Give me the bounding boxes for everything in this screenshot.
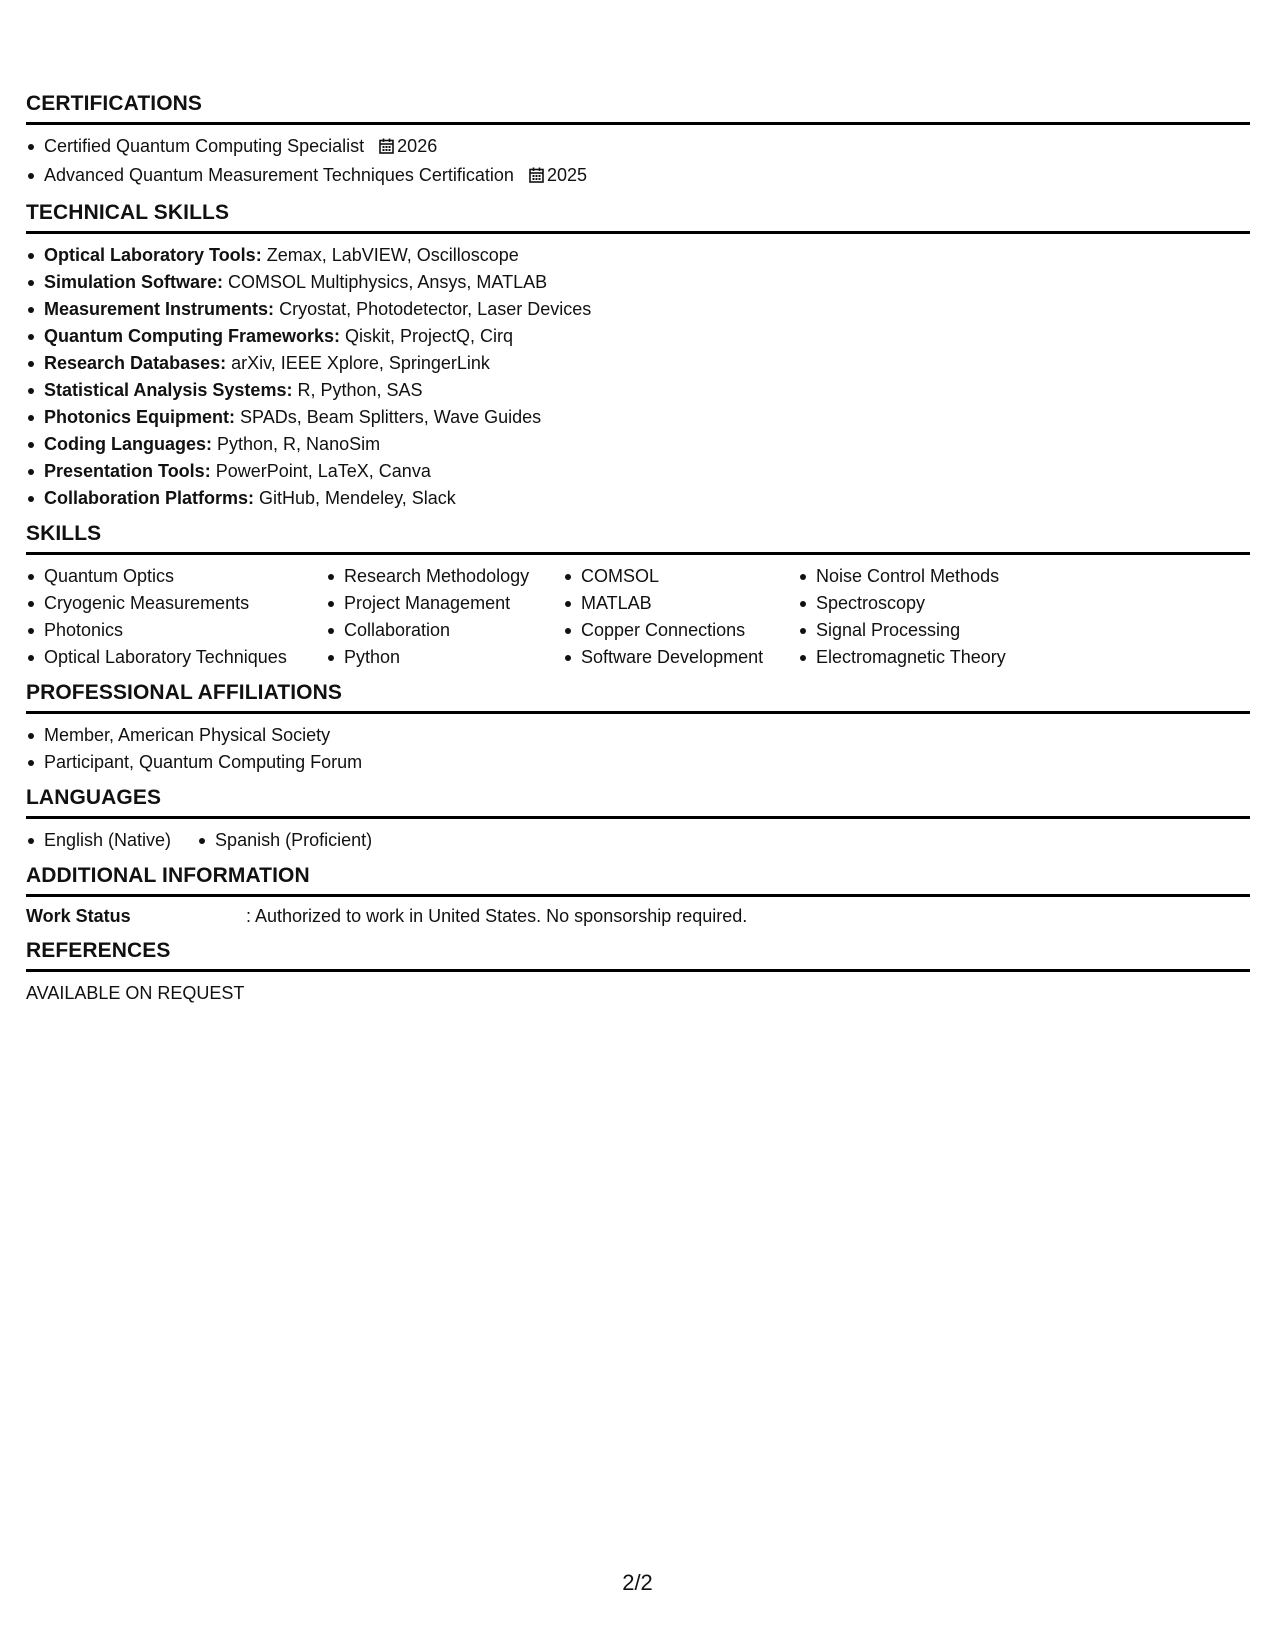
certification-item: [26, 162, 1250, 191]
technical-skill-item: [26, 458, 1250, 485]
skill-item: Signal Processing: [798, 617, 1048, 644]
languages-list: [26, 827, 1250, 854]
certification-item: [26, 133, 1250, 162]
references-section: [26, 939, 1250, 1006]
certification-name: Certified Quantum Computing Specialist: [44, 136, 365, 156]
technical-skill-item: [26, 296, 1250, 323]
technical-skills-list: [26, 242, 1250, 512]
skill-tools: GitHub, Mendeley, Slack: [259, 488, 456, 508]
page-number: 2/2: [622, 1570, 653, 1595]
technical-skill-item: [26, 404, 1250, 431]
references-text: AVAILABLE ON REQUEST: [26, 983, 245, 1003]
technical-skill-item: [26, 242, 1250, 269]
skills-column-4: [798, 563, 1048, 671]
skill-tools: COMSOL Multiphysics, Ansys, MATLAB: [228, 272, 548, 292]
technical-skills-section: [26, 201, 1250, 512]
technical-skill-item: [26, 350, 1250, 377]
technical-skill-item: [26, 485, 1250, 512]
skill-item: Software Development: [563, 644, 798, 671]
skill-tools: PowerPoint, LaTeX, Canva: [215, 461, 431, 481]
skill-item: Research Methodology: [326, 563, 563, 590]
skill-item: Noise Control Methods: [798, 563, 1048, 590]
technical-skill-item: [26, 269, 1250, 296]
affiliations-list: [26, 722, 1250, 776]
skill-category: Optical Laboratory Tools:: [44, 245, 262, 265]
certification-name: Advanced Quantum Measurement Techniques Certification: [44, 165, 514, 185]
additional-info-section: [26, 864, 1250, 929]
skill-item: Quantum Optics: [26, 563, 326, 590]
section-title-references: REFERENCES: [26, 939, 1250, 972]
certifications-list: [26, 133, 1250, 191]
section-title-additional-info: ADDITIONAL INFORMATION: [26, 864, 1250, 897]
skill-item: Python: [326, 644, 563, 671]
work-status-row: [26, 903, 1250, 929]
skill-tools: Qiskit, ProjectQ, Cirq: [345, 326, 514, 346]
technical-skill-item: [26, 431, 1250, 458]
skill-category: Collaboration Platforms:: [44, 488, 255, 508]
skill-category: Presentation Tools:: [44, 461, 211, 481]
skill-category: Statistical Analysis Systems:: [44, 380, 293, 400]
skill-tools: Python, R, NanoSim: [217, 434, 381, 454]
skill-tools: arXiv, IEEE Xplore, SpringerLink: [231, 353, 490, 373]
skill-category: Coding Languages:: [44, 434, 212, 454]
section-title-affiliations: PROFESSIONAL AFFILIATIONS: [26, 681, 1250, 714]
skill-item: COMSOL: [563, 563, 798, 590]
skill-item: MATLAB: [563, 590, 798, 617]
resume-page: [26, 92, 1250, 1016]
skill-tools: R, Python, SAS: [297, 380, 423, 400]
language-item: Spanish (Proficient): [197, 827, 372, 854]
skill-item: Spectroscopy: [798, 590, 1048, 617]
skills-column-2: [326, 563, 563, 671]
skill-tools: Zemax, LabVIEW, Oscilloscope: [266, 245, 519, 265]
section-title-technical-skills: TECHNICAL SKILLS: [26, 201, 1250, 234]
skill-item: Cryogenic Measurements: [26, 590, 326, 617]
skill-item: Optical Laboratory Techniques: [26, 644, 326, 671]
section-title-certifications: CERTIFICATIONS: [26, 92, 1250, 125]
calendar-icon: [529, 164, 544, 191]
affiliation-item: Participant, Quantum Computing Forum: [26, 749, 1250, 776]
skill-category: Simulation Software:: [44, 272, 224, 292]
language-item: English (Native): [26, 827, 171, 854]
skill-item: Project Management: [326, 590, 563, 617]
certification-year: 2025: [546, 165, 587, 185]
skill-category: Research Databases:: [44, 353, 227, 373]
skill-tools: SPADs, Beam Splitters, Wave Guides: [240, 407, 542, 427]
languages-section: [26, 786, 1250, 854]
section-title-skills: SKILLS: [26, 522, 1250, 555]
certifications-section: [26, 92, 1250, 191]
technical-skill-item: [26, 377, 1250, 404]
skill-item: Copper Connections: [563, 617, 798, 644]
technical-skill-item: [26, 323, 1250, 350]
skills-column-3: [563, 563, 798, 671]
skill-category: Quantum Computing Frameworks:: [44, 326, 341, 346]
skill-category: Measurement Instruments:: [44, 299, 275, 319]
skill-tools: Cryostat, Photodetector, Laser Devices: [279, 299, 592, 319]
work-status-label: Work Status: [26, 906, 131, 926]
skills-columns: [26, 563, 1250, 671]
certification-year: 2026: [397, 136, 438, 156]
calendar-icon: [379, 135, 394, 162]
affiliations-section: [26, 681, 1250, 776]
affiliation-item: Member, American Physical Society: [26, 722, 1250, 749]
skills-section: [26, 522, 1250, 671]
skills-column-1: [26, 563, 326, 671]
section-title-languages: LANGUAGES: [26, 786, 1250, 819]
skill-item: Photonics: [26, 617, 326, 644]
skill-item: Collaboration: [326, 617, 563, 644]
work-status-value: : Authorized to work in United States. No sponsorship required.: [246, 906, 748, 926]
skill-item: Electromagnetic Theory: [798, 644, 1048, 671]
skill-category: Photonics Equipment:: [44, 407, 235, 427]
